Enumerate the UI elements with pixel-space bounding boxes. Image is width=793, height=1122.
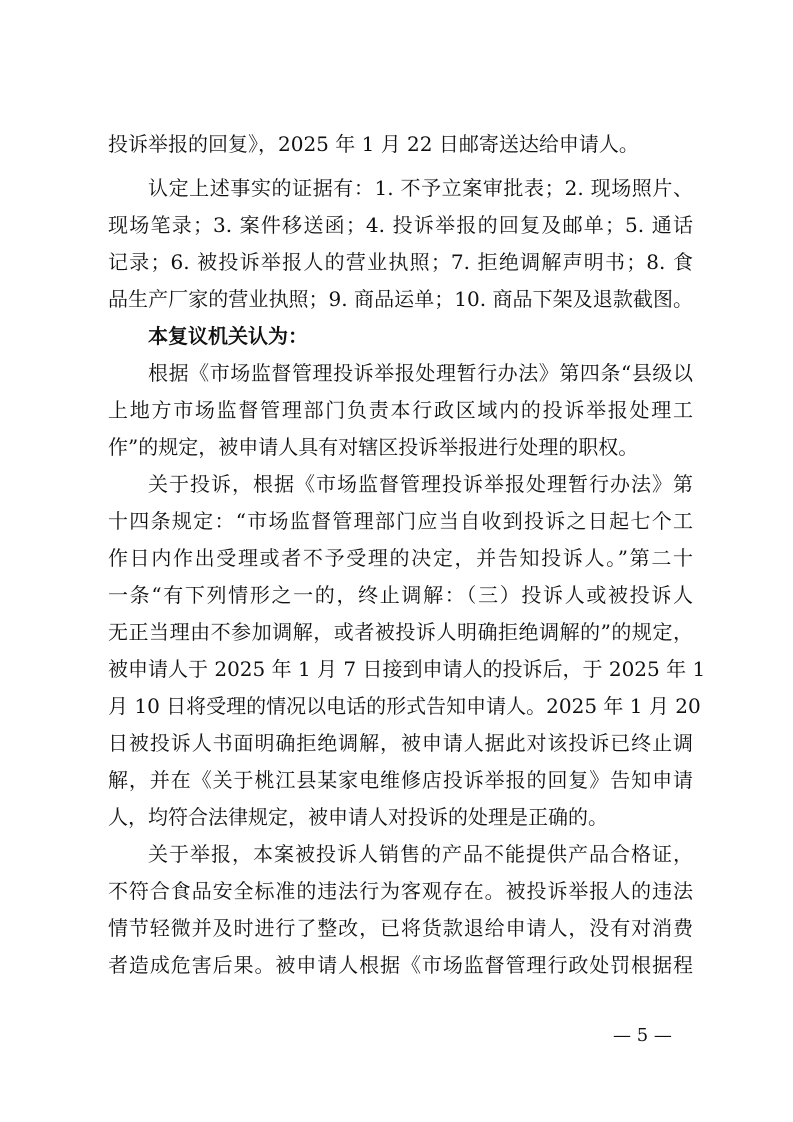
text-line-5: 品生产厂家的营业执照；9. 商品运单；10. 商品下架及退款截图。 xyxy=(108,287,693,311)
text-line-9: 作”的规定，被申请人具有对辖区投诉举报进行处理的职权。 xyxy=(108,435,639,459)
text-line-2: 认定上述事实的证据有：1. 不予立案审批表；2. 现场照片、 xyxy=(148,176,693,200)
text-line-11: 十四条规定：“市场监督管理部门应当自收到投诉之日起七个工 xyxy=(108,509,693,533)
page-number: — 5 — xyxy=(613,1025,672,1046)
text-line-1: 投诉举报的回复》，2025 年 1 月 22 日邮寄送达给申请人。 xyxy=(108,132,639,156)
text-line-20: 关于举报，本案被投诉人销售的产品不能提供产品合格证， xyxy=(148,842,693,866)
text-line-14: 无正当理由不参加调解，或者被投诉人明确拒绝调解的”的规定， xyxy=(108,620,693,644)
text-line-18: 解，并在《关于桃江县某家电维修店投诉举报的回复》告知申请 xyxy=(108,768,693,792)
text-line-7: 根据《市场监督管理投诉举报处理暂行办法》第四条“县级以 xyxy=(148,361,693,385)
text-line-3: 现场笔录；3. 案件移送函；4. 投诉举报的回复及邮单；5. 通话 xyxy=(108,213,693,237)
section-heading: 本复议机关认为： xyxy=(148,324,308,348)
text-line-8: 上地方市场监督管理部门负责本行政区域内的投诉举报处理工 xyxy=(108,398,693,422)
text-line-19: 人，均符合法律规定，被申请人对投诉的处理是正确的。 xyxy=(108,805,608,829)
text-line-4: 记录；6. 被投诉举报人的营业执照；7. 拒绝调解声明书；8. 食 xyxy=(108,250,693,274)
text-line-23: 者造成危害后果。被申请人根据《市场监督管理行政处罚根据程 xyxy=(108,953,693,977)
text-line-15: 被申请人于 2025 年 1 月 7 日接到申请人的投诉后，于 2025 年 1 xyxy=(108,657,706,681)
text-line-17: 日被投诉人书面明确拒绝调解，被申请人据此对该投诉已终止调 xyxy=(108,731,693,755)
text-line-16: 月 10 日将受理的情况以电话的形式告知申请人。2025 年 1 月 20 xyxy=(108,694,701,718)
text-line-21: 不符合食品安全标准的违法行为客观存在。被投诉举报人的违法 xyxy=(108,879,693,903)
text-line-10: 关于投诉，根据《市场监督管理投诉举报处理暂行办法》第 xyxy=(148,472,693,496)
text-line-22: 情节轻微并及时进行了整改，已将货款退给申请人，没有对消费 xyxy=(108,916,693,940)
text-line-12: 作日内作出受理或者不予受理的决定，并告知投诉人。”第二十 xyxy=(108,546,693,570)
text-line-13: 一条“有下列情形之一的，终止调解：（三）投诉人或被投诉人 xyxy=(108,583,693,607)
